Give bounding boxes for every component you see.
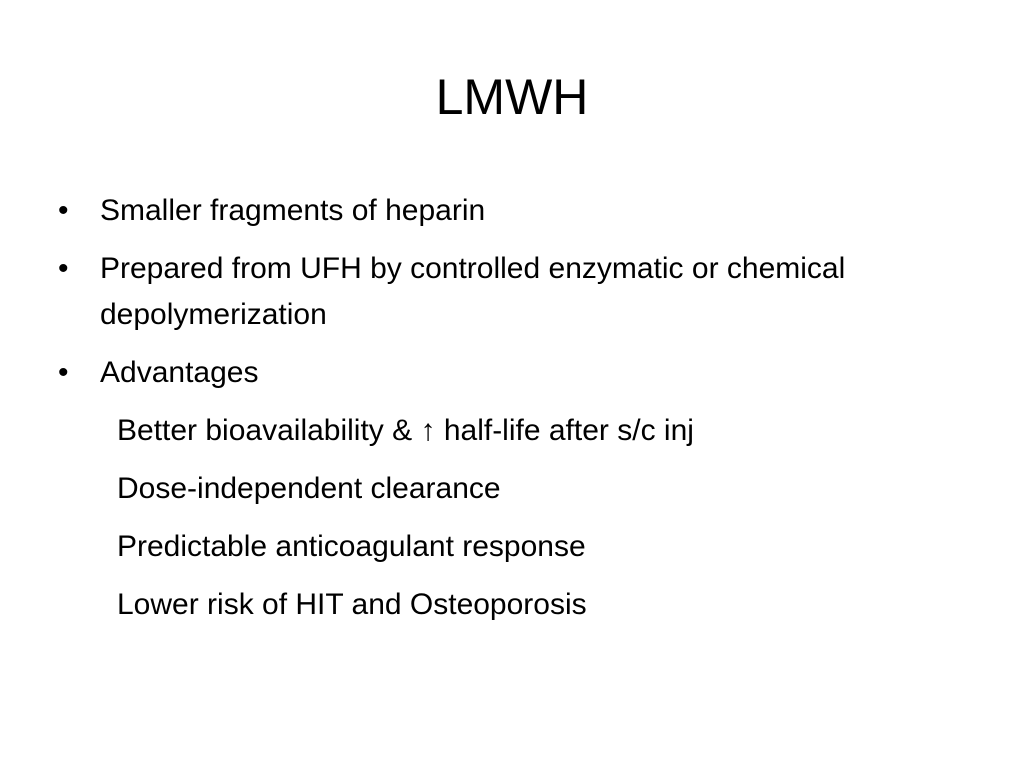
advantage-item: Dose-independent clearance — [117, 472, 501, 505]
bullet-dot: • — [58, 356, 69, 389]
slide-body — [58, 188, 958, 640]
bullet-text: Prepared from UFH by controlled enzymatic or chemical depolymerization — [100, 252, 846, 331]
slide-title: LMWH — [435, 69, 589, 125]
bullet-item — [58, 350, 958, 396]
advantage-item: Better bioavailability & ↑ half-life after s/c inj — [117, 414, 694, 447]
advantage-item: Lower risk of HIT and Osteoporosis — [117, 588, 587, 621]
bullet-dot: • — [58, 194, 69, 227]
bullet-item — [58, 246, 958, 338]
bullet-text: Advantages — [100, 356, 259, 389]
advantage-item: Predictable anticoagulant response — [117, 530, 586, 563]
bullet-text: Smaller fragments of heparin — [100, 194, 486, 227]
bullet-item — [58, 188, 958, 234]
bullet-dot: • — [58, 252, 69, 285]
